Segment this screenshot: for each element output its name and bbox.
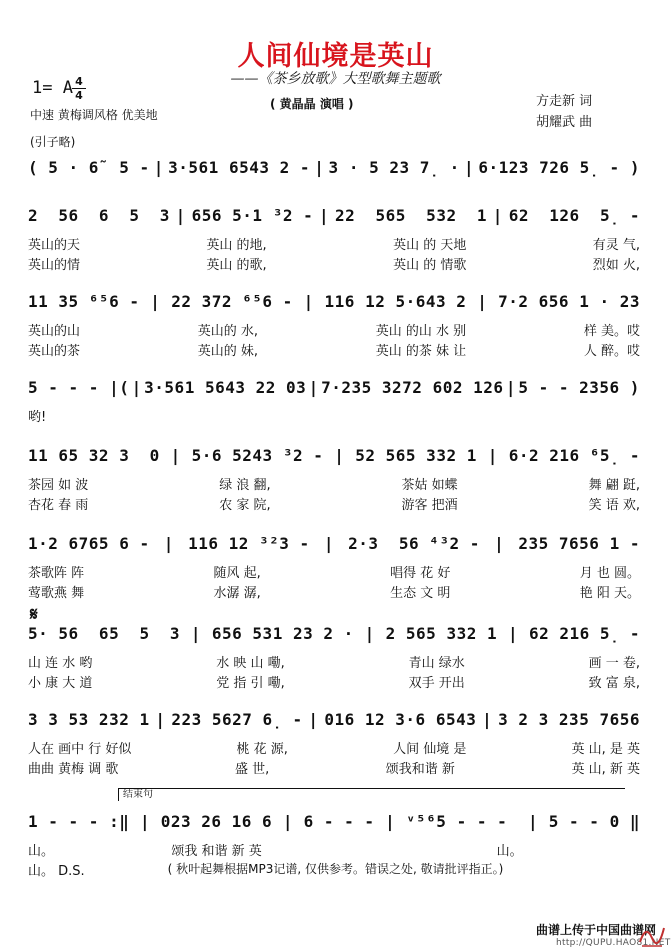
notation-row — [28, 158, 640, 182]
lyric-line — [28, 406, 640, 425]
lyricist-credit: 方走新 词 — [536, 94, 593, 109]
barline: | — [139, 812, 151, 831]
measure: 656 5·1 ³2 - — [191, 206, 314, 225]
barline: | — [482, 710, 493, 729]
lyric-segment: 生态 文 明 — [390, 586, 451, 601]
lyric-segment: 英山的天 — [28, 238, 81, 253]
notation-row — [28, 206, 640, 230]
barline: | — [282, 812, 293, 831]
lyric-segment: 山。 — [28, 844, 55, 859]
barline: | — [528, 812, 539, 831]
measure: 6 - - - — [303, 812, 375, 831]
lyric-segment: 哟! — [28, 410, 47, 425]
lyric-segment: 烈如 火, — [592, 258, 640, 273]
lyric-segment: 绿 浪 翻, — [219, 478, 271, 493]
measure: 5·6 5243 ³2 - — [191, 446, 324, 465]
lyric-segment: 笑 语 欢, — [588, 498, 640, 513]
intro-note: (引子略) — [30, 135, 76, 149]
lyric-segment: 人间 仙境 是 — [393, 742, 467, 757]
barline: | — [308, 710, 319, 729]
barline: | — [155, 710, 166, 729]
lyric-segment: 英山的山 — [28, 324, 81, 339]
notation-row — [28, 624, 640, 648]
lyric-line — [28, 758, 640, 777]
signature-logo — [636, 920, 668, 950]
time-denominator: 4 — [75, 89, 83, 102]
barline: | — [308, 378, 319, 397]
tempo-marking: 中速 黄梅调风格 优美地 — [30, 108, 158, 122]
lyric-segment: 艳 阳 天。 — [579, 586, 640, 601]
ending-label: 结束句 — [123, 789, 153, 800]
segno-sign: 𝄋 — [30, 604, 38, 625]
barline: | — [463, 158, 475, 177]
measure: 1 - - - :‖ — [28, 812, 130, 831]
lyric-segment: 水 映 山 嘞, — [216, 656, 285, 671]
measure: 223 5627 6̣ - — [171, 710, 303, 729]
measure: 3 · 5 23 7̣ · — [328, 158, 460, 177]
barline: | — [153, 158, 164, 177]
lyric-segment: 英山的茶 — [28, 344, 81, 359]
barline: | — [505, 378, 516, 397]
lyric-line — [28, 340, 640, 359]
lyric-segment: 人在 画中 行 好似 — [28, 742, 132, 757]
song-title: 人间仙境是英山 — [237, 41, 434, 72]
lyric-segment: 英山 的茶 妹 让 — [375, 344, 467, 359]
lyric-segment: 小 康 大 道 — [28, 676, 93, 691]
measure: 016 12 3·6 6543 — [324, 710, 477, 729]
measure: 62 126 5̣ - — [508, 206, 640, 225]
measure: 3·561 5643 22 03 — [144, 378, 307, 397]
barline: | — [334, 446, 345, 465]
measure: 11 65 32 3 0 — [28, 446, 160, 465]
lyric-segment: 唱得 花 好 — [390, 566, 451, 581]
lyric-segment: 双手 开出 — [408, 676, 465, 691]
lyric-segment: 桃 花 源, — [236, 742, 288, 757]
measure: 5 - - - |( — [28, 378, 130, 397]
measure: ᵛ⁵⁶5 - - - — [405, 812, 518, 831]
measure: 7·2 656 1 · 23 — [498, 292, 640, 311]
notation-row — [28, 710, 640, 734]
lyric-segment: 有灵 气, — [592, 238, 640, 253]
underline-area — [28, 180, 640, 186]
lyric-segment: 游客 把酒 — [401, 498, 458, 513]
barline: | — [319, 206, 330, 225]
lyric-segment: 莺歌燕 舞 — [28, 586, 85, 601]
measure: 22 372 ⁶⁵6 - — [171, 292, 293, 311]
key-signature: 1= A — [32, 78, 73, 98]
lyric-segment: 人 醉。哎 — [583, 344, 640, 359]
barline: | — [131, 378, 142, 397]
lyric-segment: 月 也 圆。 — [579, 566, 640, 581]
lyric-line — [28, 672, 640, 691]
barline: | — [323, 534, 334, 553]
barline: | — [385, 812, 396, 831]
lyric-segment: 杏花 春 雨 — [28, 498, 89, 513]
lyric-line — [28, 652, 640, 671]
barline: | — [190, 624, 202, 643]
lyric-segment: 英山 的 天地 — [393, 238, 467, 253]
barline: | — [507, 624, 519, 643]
notation-row — [28, 446, 640, 470]
measure: ( 5 · 6̃ 5 - — [28, 158, 150, 177]
barline: | — [150, 292, 161, 311]
lyric-segment: 随风 起, — [213, 566, 261, 581]
time-signature — [72, 76, 86, 101]
lyric-segment: 英山的 水, — [197, 324, 258, 339]
measure: 116 12 5·643 2 — [324, 292, 467, 311]
lyric-segment: 英山的情 — [28, 258, 81, 273]
lyric-segment: 舞 翩 跹, — [588, 478, 640, 493]
lyric-line — [28, 840, 640, 859]
measure: 2 56 6 5 3 — [28, 206, 170, 225]
lyric-segment: 茶姑 如蝶 — [401, 478, 458, 493]
notation-row — [28, 812, 640, 836]
transcriber-credit: ( 秋叶起舞根据MP3记谱, 仅供参考。错误之处, 敬请批评指正。) — [167, 862, 504, 876]
lyric-line — [28, 234, 640, 253]
barline: | — [487, 446, 498, 465]
barline: | — [163, 534, 174, 553]
barline: | — [494, 534, 505, 553]
measure: 656 531 23 2 · — [211, 624, 354, 643]
barline: | — [175, 206, 186, 225]
measure: 6·2 216 ⁶5̣ - — [508, 446, 640, 465]
measure: 3 2 3 235 7656 — [498, 710, 640, 729]
lyric-segment: 农 家 院, — [219, 498, 271, 513]
measure: 3 3 53 232 1 — [28, 710, 150, 729]
measure: 6·123 726 5̣ - ) — [478, 158, 640, 177]
footer-site-name: 曲谱上传于中国曲谱网 — [536, 923, 657, 937]
footer-url[interactable]: http://QUPU.HAO81.NET — [556, 938, 671, 948]
measure: 5 - - 0 ‖ — [548, 812, 640, 831]
measure: 11 35 ⁶⁵6 - — [28, 292, 140, 311]
time-numerator: 4 — [75, 75, 83, 88]
lyric-segment: 青山 绿水 — [408, 656, 465, 671]
lyric-line — [28, 320, 640, 339]
lyric-line — [28, 254, 640, 273]
lyric-segment: 英山的 妹, — [197, 344, 258, 359]
lyric-segment: 英山 的地, — [206, 238, 267, 253]
barline: | — [492, 206, 503, 225]
measure: 116 12 ³²3 - — [188, 534, 310, 553]
barline: | — [364, 624, 375, 643]
lyric-segment: 颂我 和谐 新 英 — [171, 844, 262, 859]
barline: | — [314, 158, 325, 177]
barline: | — [170, 446, 181, 465]
measure: 023 26 16 6 — [160, 812, 273, 831]
lyric-segment: 样 美。哎 — [583, 324, 640, 339]
singer-credit: ( 黄晶晶 演唱 ) — [270, 97, 354, 111]
lyric-segment: 党 指 引 嘞, — [216, 676, 285, 691]
measure: 2 565 332 1 — [385, 624, 498, 643]
composer-credit: 胡耀武 曲 — [536, 115, 593, 130]
lyric-line — [28, 582, 640, 601]
measure: 5 - - 2356 ) — [518, 378, 640, 397]
lyric-segment: 水潺 潺, — [213, 586, 261, 601]
notation-row — [28, 292, 640, 316]
song-subtitle: ——《茶乡放歌》大型歌舞主题歌 — [230, 71, 441, 87]
lyric-segment: 英 山, 是 英 — [571, 742, 640, 757]
barline: | — [477, 292, 488, 311]
measure: 3·561 6543 2 - — [168, 158, 310, 177]
ending-bracket — [118, 788, 625, 801]
lyric-segment: 山。 — [496, 844, 523, 859]
lyric-line — [28, 474, 640, 493]
lyric-segment: 盛 世, — [234, 762, 270, 777]
lyric-segment: 山。 D.S. — [28, 864, 85, 879]
lyric-line — [28, 860, 640, 879]
lyric-line — [28, 562, 640, 581]
lyric-segment: 英 山, 新 英 — [571, 762, 640, 777]
lyric-segment: 英山 的山 水 别 — [375, 324, 467, 339]
measure: 1·2 6765 6 - — [28, 534, 150, 553]
lyric-segment: 山 连 水 哟 — [28, 656, 93, 671]
measure: 7·235 3272 602 126 — [321, 378, 504, 397]
lyric-segment: 画 一 卷, — [588, 656, 640, 671]
lyric-line — [28, 738, 640, 757]
notation-row — [28, 534, 640, 558]
lyric-segment: 曲曲 黄梅 调 歌 — [28, 762, 119, 777]
measure: 235 7656 1 - — [518, 534, 640, 553]
measure: 52 565 332 1 — [355, 446, 477, 465]
lyric-segment: 茶园 如 波 — [28, 478, 89, 493]
measure: 62 216 5̣ - — [529, 624, 640, 643]
lyric-segment: 英山 的歌, — [206, 258, 267, 273]
notation-row — [28, 378, 640, 402]
measure: 22 565 532 1 — [334, 206, 487, 225]
lyric-segment: 英山 的 情歌 — [393, 258, 467, 273]
lyric-segment: 致 富 泉, — [588, 676, 640, 691]
measure: 2·3 56 ⁴³2 - — [348, 534, 480, 553]
lyric-segment: 茶歌阵 阵 — [28, 566, 85, 581]
measure: 5· 56 65 5 3 — [28, 624, 180, 643]
lyric-line — [28, 494, 640, 513]
barline: | — [303, 292, 314, 311]
lyric-segment: 颂我和谐 新 — [385, 762, 455, 777]
